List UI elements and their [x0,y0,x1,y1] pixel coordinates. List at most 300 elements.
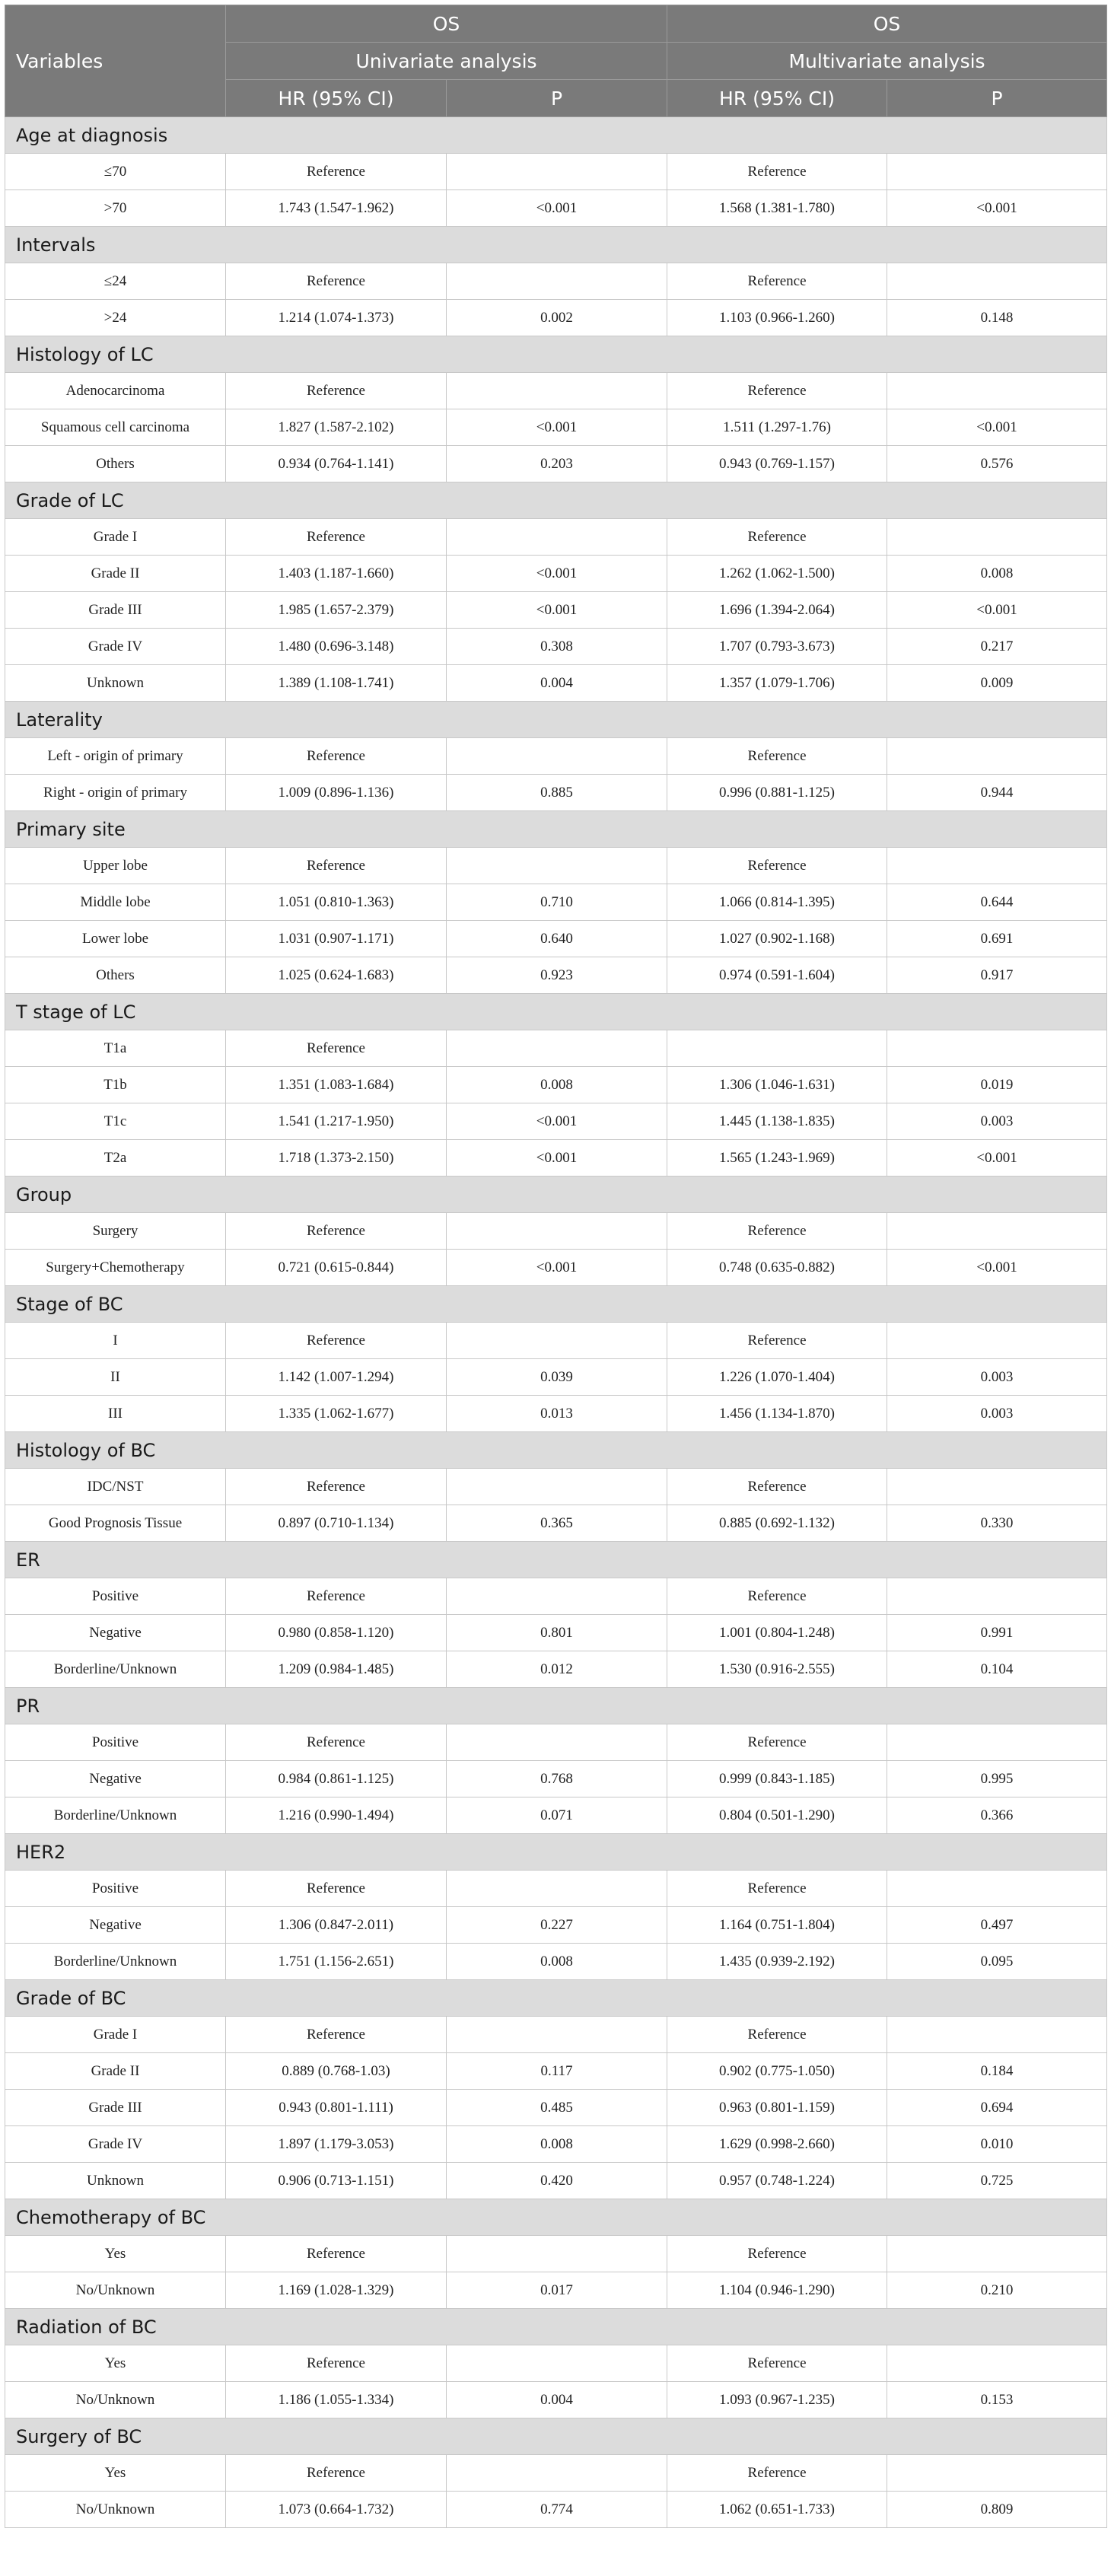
table-body [5,117,1107,2528]
section-title: Stage of BC [5,1286,1107,1323]
p-multivariate-cell: 0.691 [887,921,1107,957]
section-title: Intervals [5,227,1107,263]
p-univariate-cell [447,2345,667,2382]
variable-cell: Good Prognosis Tissue [5,1505,226,1542]
table-row [5,1944,1107,1980]
variable-cell: Positive [5,1724,226,1761]
p-multivariate-cell: 0.184 [887,2053,1107,2090]
p-univariate-cell: <0.001 [447,592,667,629]
hr-univariate-cell: 1.718 (1.373-2.150) [226,1140,447,1177]
hr-multivariate-cell: Reference [667,2345,887,2382]
p-univariate-cell: 0.923 [447,957,667,994]
p-multivariate-cell [887,373,1107,409]
table-row [5,263,1107,300]
p-univariate-cell [447,1578,667,1615]
table-row [5,556,1107,592]
p-univariate-cell: 0.117 [447,2053,667,2090]
hr-multivariate-cell: 1.357 (1.079-1.706) [667,665,887,702]
section-title: PR [5,1688,1107,1724]
hr-multivariate-cell: 1.707 (0.793-3.673) [667,629,887,665]
p-multivariate-cell: 0.019 [887,1067,1107,1103]
p-univariate-cell: <0.001 [447,1250,667,1286]
p-univariate-cell [447,738,667,775]
variable-cell: T2a [5,1140,226,1177]
hr-multivariate-cell: 0.963 (0.801-1.159) [667,2090,887,2126]
p-multivariate-cell [887,154,1107,190]
hr-multivariate-cell: 1.568 (1.381-1.780) [667,190,887,227]
p-univariate-cell [447,1213,667,1250]
hr-univariate-cell: 1.897 (1.179-3.053) [226,2126,447,2163]
table-row [5,2017,1107,2053]
variable-cell: Grade II [5,2053,226,2090]
hr-univariate-header: HR (95% CI) [226,80,447,117]
cox-regression-table [5,5,1107,2528]
hr-multivariate-cell: 0.999 (0.843-1.185) [667,1761,887,1797]
variable-cell: T1c [5,1103,226,1140]
table-row [5,1030,1107,1067]
p-multivariate-cell [887,738,1107,775]
p-univariate-cell: 0.004 [447,2382,667,2418]
hr-univariate-cell: 0.889 (0.768-1.03) [226,2053,447,2090]
variable-cell: Grade III [5,592,226,629]
section-title: Radiation of BC [5,2309,1107,2345]
os-header-multivariate-group: OS [667,5,1107,43]
hr-multivariate-header: HR (95% CI) [667,80,887,117]
hr-univariate-cell: Reference [226,263,447,300]
table-row [5,1469,1107,1505]
p-univariate-cell [447,2017,667,2053]
hr-univariate-cell: 0.721 (0.615-0.844) [226,1250,447,1286]
section-title: Group [5,1177,1107,1213]
variable-cell: Grade IV [5,2126,226,2163]
hr-multivariate-cell: 0.974 (0.591-1.604) [667,957,887,994]
table-row [5,738,1107,775]
p-multivariate-cell: 0.095 [887,1944,1107,1980]
variable-cell: Lower lobe [5,921,226,957]
table-row [5,373,1107,409]
p-multivariate-cell: 0.330 [887,1505,1107,1542]
variable-cell: Borderline/Unknown [5,1651,226,1688]
p-univariate-cell: 0.012 [447,1651,667,1688]
hr-univariate-cell: Reference [226,738,447,775]
hr-univariate-cell: 1.306 (0.847-2.011) [226,1907,447,1944]
hr-univariate-cell: 1.751 (1.156-2.651) [226,1944,447,1980]
hr-univariate-cell: 1.541 (1.217-1.950) [226,1103,447,1140]
section-title: HER2 [5,1834,1107,1871]
p-univariate-cell [447,2455,667,2492]
hr-univariate-cell: Reference [226,1469,447,1505]
p-multivariate-cell [887,263,1107,300]
p-multivariate-cell: <0.001 [887,409,1107,446]
p-univariate-cell [447,1469,667,1505]
hr-univariate-cell: 1.827 (1.587-2.102) [226,409,447,446]
variable-cell: Left - origin of primary [5,738,226,775]
section-row [5,2418,1107,2455]
hr-multivariate-cell: 1.696 (1.394-2.064) [667,592,887,629]
hr-univariate-cell: Reference [226,1871,447,1907]
hr-multivariate-cell: 1.565 (1.243-1.969) [667,1140,887,1177]
hr-univariate-cell: Reference [226,154,447,190]
table-row [5,2053,1107,2090]
table-row [5,1615,1107,1651]
table-row [5,775,1107,811]
p-multivariate-cell: 0.003 [887,1103,1107,1140]
hr-multivariate-cell: 1.262 (1.062-1.500) [667,556,887,592]
hr-multivariate-cell: 1.445 (1.138-1.835) [667,1103,887,1140]
hr-univariate-cell: Reference [226,2236,447,2272]
p-univariate-cell: 0.017 [447,2272,667,2309]
section-row [5,1980,1107,2017]
variable-cell: No/Unknown [5,2492,226,2528]
hr-multivariate-cell: Reference [667,738,887,775]
section-row [5,1542,1107,1578]
variable-cell: >24 [5,300,226,336]
hr-multivariate-cell: 0.996 (0.881-1.125) [667,775,887,811]
variable-cell: Grade IV [5,629,226,665]
p-univariate-cell: 0.071 [447,1797,667,1834]
section-title: Grade of BC [5,1980,1107,2017]
hr-multivariate-cell: 0.885 (0.692-1.132) [667,1505,887,1542]
section-row [5,811,1107,848]
hr-univariate-cell: 1.169 (1.028-1.329) [226,2272,447,2309]
table-row [5,957,1107,994]
p-multivariate-cell: 0.497 [887,1907,1107,1944]
variable-cell: Yes [5,2345,226,2382]
variable-cell: Right - origin of primary [5,775,226,811]
variable-cell: Grade I [5,2017,226,2053]
p-univariate-cell: 0.013 [447,1396,667,1432]
table-row [5,190,1107,227]
table-row [5,848,1107,884]
p-multivariate-cell: <0.001 [887,1140,1107,1177]
hr-univariate-cell: Reference [226,1724,447,1761]
hr-univariate-cell: Reference [226,373,447,409]
hr-multivariate-cell: Reference [667,1871,887,1907]
section-row [5,1177,1107,1213]
p-univariate-cell: 0.308 [447,629,667,665]
table-header [5,5,1107,117]
variable-cell: T1b [5,1067,226,1103]
p-univariate-cell: 0.768 [447,1761,667,1797]
hr-multivariate-cell: Reference [667,373,887,409]
p-univariate-cell [447,263,667,300]
p-multivariate-cell [887,2455,1107,2492]
hr-multivariate-cell: Reference [667,263,887,300]
p-univariate-cell [447,2236,667,2272]
p-multivariate-cell: 0.009 [887,665,1107,702]
hr-multivariate-cell: 1.066 (0.814-1.395) [667,884,887,921]
p-multivariate-cell: 0.008 [887,556,1107,592]
variable-cell: Positive [5,1871,226,1907]
hr-multivariate-cell: 1.511 (1.297-1.76) [667,409,887,446]
hr-multivariate-cell: Reference [667,2236,887,2272]
table-row [5,1724,1107,1761]
p-multivariate-cell [887,848,1107,884]
variable-cell: Negative [5,1615,226,1651]
table-row [5,921,1107,957]
p-multivariate-cell: 0.576 [887,446,1107,482]
hr-multivariate-cell: Reference [667,1469,887,1505]
header-row-os [5,5,1107,43]
p-multivariate-cell: <0.001 [887,190,1107,227]
table-row [5,1651,1107,1688]
p-multivariate-cell [887,2017,1107,2053]
table-row [5,665,1107,702]
hr-multivariate-cell: Reference [667,519,887,556]
p-multivariate-cell: 0.104 [887,1651,1107,1688]
hr-univariate-cell: 1.351 (1.083-1.684) [226,1067,447,1103]
section-title: Primary site [5,811,1107,848]
variable-cell: Middle lobe [5,884,226,921]
variable-cell: >70 [5,190,226,227]
p-multivariate-cell [887,1724,1107,1761]
variable-cell: IDC/NST [5,1469,226,1505]
p-univariate-cell: 0.774 [447,2492,667,2528]
section-row [5,336,1107,373]
p-multivariate-cell: 0.153 [887,2382,1107,2418]
variable-cell: Borderline/Unknown [5,1797,226,1834]
p-multivariate-cell [887,1578,1107,1615]
variable-cell: Unknown [5,665,226,702]
hr-multivariate-cell: 0.943 (0.769-1.157) [667,446,887,482]
variable-cell: No/Unknown [5,2382,226,2418]
table-row [5,2163,1107,2199]
p-multivariate-cell [887,1323,1107,1359]
os-header-univariate-group: OS [226,5,667,43]
table-row [5,2126,1107,2163]
variable-cell: Squamous cell carcinoma [5,409,226,446]
variable-cell: Others [5,957,226,994]
hr-univariate-cell: 1.051 (0.810-1.363) [226,884,447,921]
section-row [5,1286,1107,1323]
p-univariate-cell: 0.485 [447,2090,667,2126]
p-multivariate-cell: 0.210 [887,2272,1107,2309]
table-row [5,300,1107,336]
p-multivariate-cell [887,2236,1107,2272]
p-multivariate-cell [887,519,1107,556]
hr-multivariate-cell: 0.804 (0.501-1.290) [667,1797,887,1834]
hr-multivariate-cell: 1.027 (0.902-1.168) [667,921,887,957]
p-univariate-cell: <0.001 [447,190,667,227]
variable-cell: Surgery [5,1213,226,1250]
p-multivariate-cell: 0.917 [887,957,1107,994]
p-multivariate-cell [887,2345,1107,2382]
p-univariate-cell: 0.002 [447,300,667,336]
table-row [5,1140,1107,1177]
variable-cell: Grade II [5,556,226,592]
p-multivariate-cell: 0.991 [887,1615,1107,1651]
hr-univariate-cell: 1.142 (1.007-1.294) [226,1359,447,1396]
p-univariate-cell: <0.001 [447,409,667,446]
hr-univariate-cell: 1.031 (0.907-1.171) [226,921,447,957]
p-multivariate-cell: 0.003 [887,1396,1107,1432]
hr-univariate-cell: Reference [226,2017,447,2053]
p-univariate-cell: 0.004 [447,665,667,702]
p-univariate-cell: <0.001 [447,1103,667,1140]
hr-univariate-cell: 0.906 (0.713-1.151) [226,2163,447,2199]
section-title: Histology of BC [5,1432,1107,1469]
p-multivariate-cell: <0.001 [887,1250,1107,1286]
table-row [5,2382,1107,2418]
table-row [5,409,1107,446]
hr-univariate-cell: Reference [226,1213,447,1250]
p-multivariate-cell: 0.944 [887,775,1107,811]
section-row [5,1688,1107,1724]
p-multivariate-cell: 0.644 [887,884,1107,921]
variable-cell: II [5,1359,226,1396]
section-title: Grade of LC [5,482,1107,519]
p-univariate-cell: 0.420 [447,2163,667,2199]
hr-multivariate-cell: Reference [667,2455,887,2492]
table-row [5,519,1107,556]
hr-multivariate-cell: 1.456 (1.134-1.870) [667,1396,887,1432]
hr-univariate-cell: Reference [226,848,447,884]
hr-multivariate-cell: 1.093 (0.967-1.235) [667,2382,887,2418]
table-row [5,1213,1107,1250]
table-row [5,2236,1107,2272]
table-row [5,446,1107,482]
table-row [5,2345,1107,2382]
hr-univariate-cell: 1.214 (1.074-1.373) [226,300,447,336]
variable-cell: Surgery+Chemotherapy [5,1250,226,1286]
hr-univariate-cell: 1.186 (1.055-1.334) [226,2382,447,2418]
hr-univariate-cell: 1.009 (0.896-1.136) [226,775,447,811]
section-row [5,2199,1107,2236]
hr-univariate-cell: 0.943 (0.801-1.111) [226,2090,447,2126]
table-row [5,884,1107,921]
table-row [5,592,1107,629]
hr-multivariate-cell: Reference [667,1323,887,1359]
section-title: T stage of LC [5,994,1107,1030]
table-row [5,1103,1107,1140]
p-univariate-cell: 0.008 [447,1067,667,1103]
hr-univariate-cell: 1.025 (0.624-1.683) [226,957,447,994]
p-univariate-cell: 0.039 [447,1359,667,1396]
section-row [5,227,1107,263]
p-univariate-cell [447,373,667,409]
variable-cell: Adenocarcinoma [5,373,226,409]
hr-multivariate-cell: 1.104 (0.946-1.290) [667,2272,887,2309]
variable-cell: Negative [5,1761,226,1797]
variable-cell: Yes [5,2455,226,2492]
variable-cell: III [5,1396,226,1432]
p-univariate-cell [447,1030,667,1067]
section-title: Histology of LC [5,336,1107,373]
hr-multivariate-cell: Reference [667,848,887,884]
variable-cell: T1a [5,1030,226,1067]
table-row [5,1396,1107,1432]
hr-univariate-cell: 0.984 (0.861-1.125) [226,1761,447,1797]
p-multivariate-cell [887,1030,1107,1067]
hr-multivariate-cell: 1.103 (0.966-1.260) [667,300,887,336]
variable-cell: Grade I [5,519,226,556]
hr-multivariate-cell: Reference [667,1578,887,1615]
hr-multivariate-cell: 1.530 (0.916-2.555) [667,1651,887,1688]
variable-cell: Upper lobe [5,848,226,884]
p-univariate-cell: 0.640 [447,921,667,957]
table-row [5,2090,1107,2126]
hr-multivariate-cell: 1.435 (0.939-2.192) [667,1944,887,1980]
variable-cell: Borderline/Unknown [5,1944,226,1980]
table-row [5,1067,1107,1103]
variable-cell: ≤24 [5,263,226,300]
table-row [5,154,1107,190]
p-univariate-cell: 0.227 [447,1907,667,1944]
p-univariate-cell: 0.008 [447,1944,667,1980]
p-univariate-cell [447,1323,667,1359]
p-multivariate-cell [887,1469,1107,1505]
section-title: ER [5,1542,1107,1578]
section-row [5,2309,1107,2345]
hr-multivariate-cell: Reference [667,1724,887,1761]
section-row [5,1432,1107,1469]
variables-header: Variables [5,5,226,117]
p-multivariate-cell [887,1871,1107,1907]
p-multivariate-header: P [887,80,1107,117]
hr-univariate-cell: 1.073 (0.664-1.732) [226,2492,447,2528]
p-multivariate-cell [887,1213,1107,1250]
table-row [5,1871,1107,1907]
hr-multivariate-cell: 1.001 (0.804-1.248) [667,1615,887,1651]
table-row [5,1323,1107,1359]
variable-cell: Negative [5,1907,226,1944]
section-title: Chemotherapy of BC [5,2199,1107,2236]
p-univariate-cell: <0.001 [447,556,667,592]
hr-multivariate-cell: 1.062 (0.651-1.733) [667,2492,887,2528]
p-univariate-cell: <0.001 [447,1140,667,1177]
section-title: Surgery of BC [5,2418,1107,2455]
p-univariate-cell [447,1724,667,1761]
hr-univariate-cell: Reference [226,1030,447,1067]
variable-cell: No/Unknown [5,2272,226,2309]
p-univariate-cell [447,1871,667,1907]
section-row [5,482,1107,519]
variable-cell: Yes [5,2236,226,2272]
table-row [5,2492,1107,2528]
table-row [5,1578,1107,1615]
hr-univariate-cell: Reference [226,2345,447,2382]
hr-multivariate-cell: Reference [667,2017,887,2053]
table-row [5,1359,1107,1396]
hr-univariate-cell: Reference [226,519,447,556]
p-univariate-cell: 0.710 [447,884,667,921]
hr-multivariate-cell: 1.629 (0.998-2.660) [667,2126,887,2163]
table-row [5,2455,1107,2492]
hr-univariate-cell: 1.216 (0.990-1.494) [226,1797,447,1834]
variable-cell: ≤70 [5,154,226,190]
p-multivariate-cell: 0.010 [887,2126,1107,2163]
section-row [5,117,1107,154]
hr-univariate-cell: 0.897 (0.710-1.134) [226,1505,447,1542]
hr-univariate-cell: Reference [226,2455,447,2492]
univariate-header: Univariate analysis [226,43,667,80]
p-univariate-cell: 0.801 [447,1615,667,1651]
p-multivariate-cell: 0.148 [887,300,1107,336]
variable-cell: Grade III [5,2090,226,2126]
hr-multivariate-cell: 1.226 (1.070-1.404) [667,1359,887,1396]
p-univariate-cell: 0.008 [447,2126,667,2163]
hr-multivariate-cell: 0.902 (0.775-1.050) [667,2053,887,2090]
p-univariate-cell: 0.885 [447,775,667,811]
table-row [5,1797,1107,1834]
section-title: Laterality [5,702,1107,738]
section-title: Age at diagnosis [5,117,1107,154]
table-row [5,2272,1107,2309]
multivariate-header: Multivariate analysis [667,43,1107,80]
variable-cell: Unknown [5,2163,226,2199]
hr-univariate-cell: 0.980 (0.858-1.120) [226,1615,447,1651]
hr-multivariate-cell [667,1030,887,1067]
